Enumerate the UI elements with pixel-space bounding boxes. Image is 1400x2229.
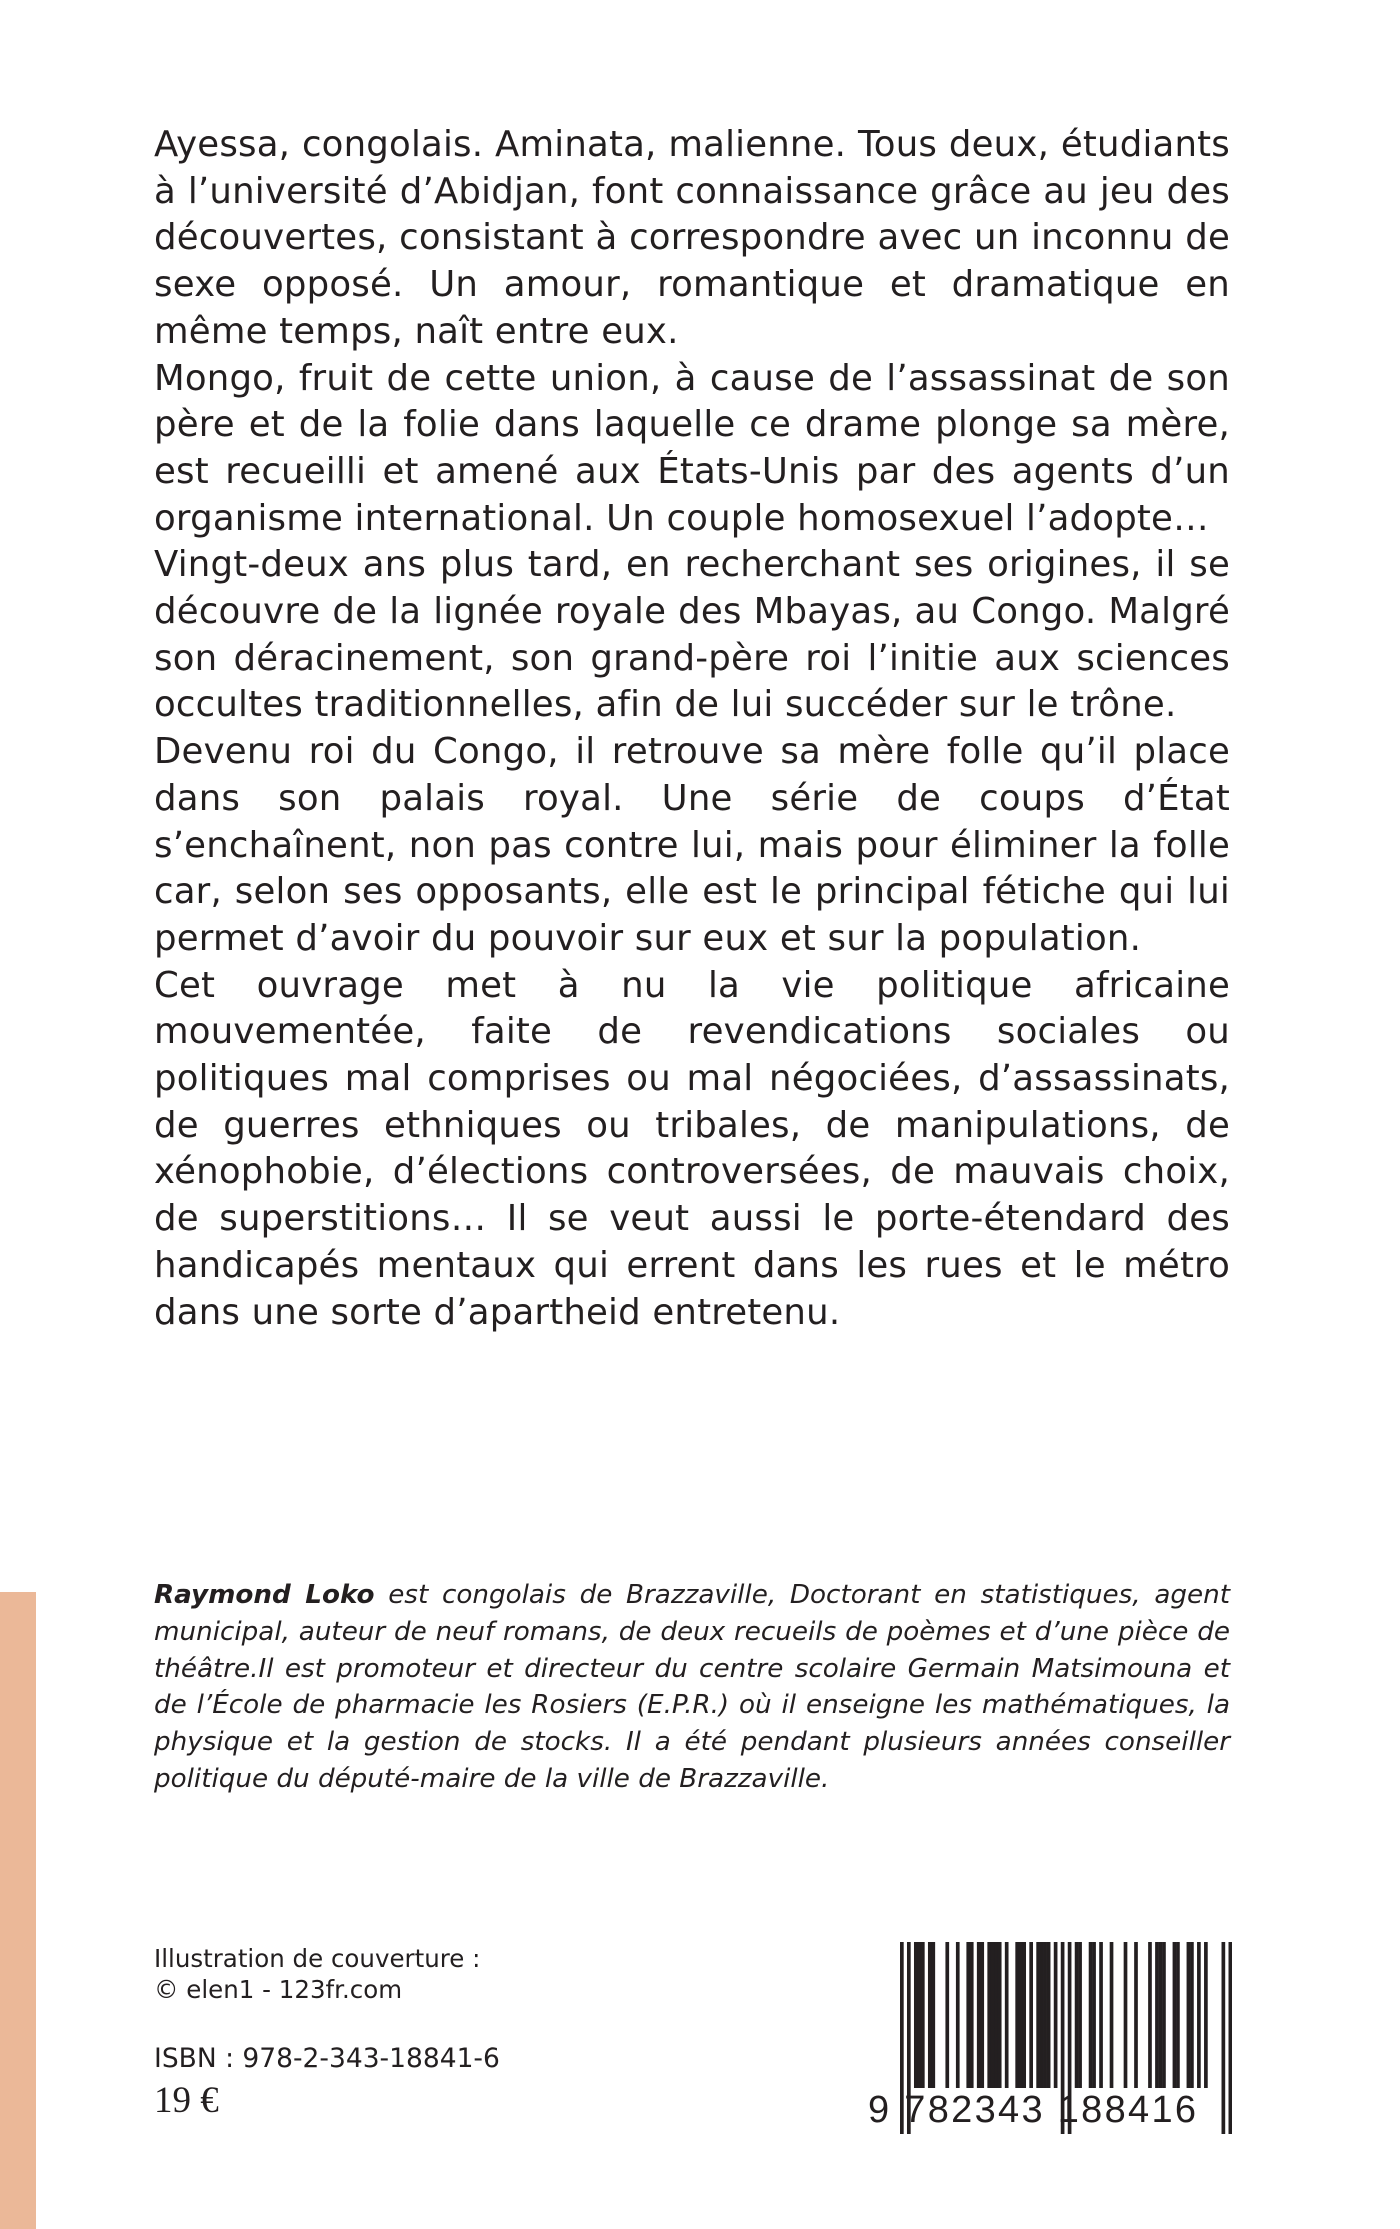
barcode-bar <box>1187 1942 1191 2088</box>
barcode-bar <box>1148 1942 1152 2088</box>
barcode-bar <box>998 1942 1002 2088</box>
barcode-bar <box>994 1942 998 2088</box>
illustration-credit-label: Illustration de couverture : <box>154 1944 481 1973</box>
barcode-bar <box>1036 1942 1040 2088</box>
barcode-bar <box>987 1942 991 2088</box>
author-bio-text: est congolais de Brazzaville, Doctorant en statistiques, agent municipal, auteur de neuf romans, de deux recueils de poèmes et d’une pièce de théâtre.Il est promoteur et directeur du centre scolaire Germain Matsimouna et de l’École de pharmacie les Rosiers (E.P.R.) où il enseigne les mathématiques, la physique et la gestion de stocks. Il a été pendant plusieurs années conseiller politique du député-maire de la ville de Brazzaville. <box>154 1580 1230 1794</box>
barcode-bar <box>1015 1942 1019 2088</box>
barcode-bar <box>1047 1942 1051 2088</box>
barcode-bar <box>1089 1942 1093 2088</box>
barcode-bar <box>980 1942 984 2088</box>
barcode-bar <box>1022 1942 1026 2088</box>
summary-paragraph: Ayessa, congolais. Aminata, malienne. Tous deux, étudiants à l’université d’Abidjan, font connaissance grâce au jeu des découvertes, consistant à correspondre avec un inconnu de sexe opposé. Un amour, romantique et dramatique en même temps, naît entre eux. <box>154 124 1230 352</box>
summary-paragraph: Vingt-deux ans plus tard, en recherchant ses origines, il se découvre de la lignée royale des Mbayas, au Congo. Malgré son déracinement, son grand-père roi l’initie aux sciences occultes traditionnelles, afin de lui succéder sur le trône. <box>154 544 1230 726</box>
illustration-credit: © elen1 - 123fr.com <box>154 1975 403 2004</box>
barcode-bar <box>1029 1942 1033 2088</box>
barcode-bar <box>1110 1942 1114 2088</box>
barcode-bar <box>1078 1942 1082 2088</box>
barcode-bar <box>991 1942 995 2088</box>
barcode-bar <box>1075 1942 1079 2088</box>
barcode-bar <box>928 1942 932 2088</box>
barcode-bar <box>970 1942 974 2088</box>
barcode-bar <box>914 1942 918 2088</box>
barcode-bar <box>1040 1942 1044 2088</box>
barcode-bar <box>1155 1942 1159 2088</box>
barcode-bar <box>977 1942 981 2088</box>
barcode-bar <box>1197 1942 1201 2088</box>
barcode-bar <box>1005 1942 1009 2088</box>
decorative-side-bar <box>0 1592 36 2229</box>
author-name: Raymond Loko <box>154 1580 375 1610</box>
price: 19 € <box>154 2080 219 2121</box>
barcode-bar <box>1176 1942 1180 2088</box>
back-cover-summary <box>154 122 1230 1336</box>
summary-paragraph: Mongo, fruit de cette union, à cause de l’assassinat de son père et de la folie dans laquelle ce drame plonge sa mère, est recueilli et amené aux États-Unis par des agents d’un organisme international. Un couple homosexuel l’adopte… <box>154 357 1230 539</box>
barcode-bar <box>1019 1942 1023 2088</box>
barcode-bar <box>931 1942 935 2088</box>
barcode-bar <box>966 1942 970 2088</box>
barcode-bar <box>1043 1942 1047 2088</box>
barcode-bar <box>921 1942 925 2088</box>
barcode-bar <box>1204 1942 1208 2088</box>
barcode-bar <box>945 1942 949 2088</box>
barcode-bar <box>1124 1942 1128 2088</box>
barcode-bar <box>917 1942 921 2088</box>
barcode-bar <box>1092 1942 1096 2088</box>
barcode-bar <box>1190 1942 1194 2088</box>
summary-paragraph: Devenu roi du Congo, il retrouve sa mère folle qu’il place dans son palais royal. Une série de coups d’État s’enchaînent, non pas contre lui, mais pour éliminer la folle car, selon ses opposants, elle est le principal fétiche qui lui permet d’avoir du pouvoir sur eux et sur la population. <box>154 731 1230 959</box>
barcode-bar <box>1162 1942 1166 2088</box>
barcode-bar <box>1173 1942 1177 2088</box>
author-bio <box>154 1577 1230 1798</box>
barcode-bar <box>956 1942 960 2088</box>
isbn: ISBN : 978-2-343-18841-6 <box>154 2043 500 2074</box>
summary-paragraph: Cet ouvrage met à nu la vie politique africaine mouvementée, faite de revendications sociales ou politiques mal comprises ou mal négociées, d’assassinats, de guerres ethniques ou tribales, de manipulations, de xénophobie, d’élections controversées, de mauvais choix, de superstitions… Il se veut aussi le porte-étendard des handicapés mentaux qui errent dans les rues et le métro dans une sorte d’apartheid entretenu. <box>154 964 1230 1333</box>
barcode-bar <box>1159 1942 1163 2088</box>
barcode-bar <box>1134 1942 1138 2088</box>
barcode-number: 9 782343 188416 <box>868 2089 1199 2131</box>
barcode-bar <box>1099 1942 1103 2088</box>
barcode-bar <box>1054 1942 1058 2088</box>
